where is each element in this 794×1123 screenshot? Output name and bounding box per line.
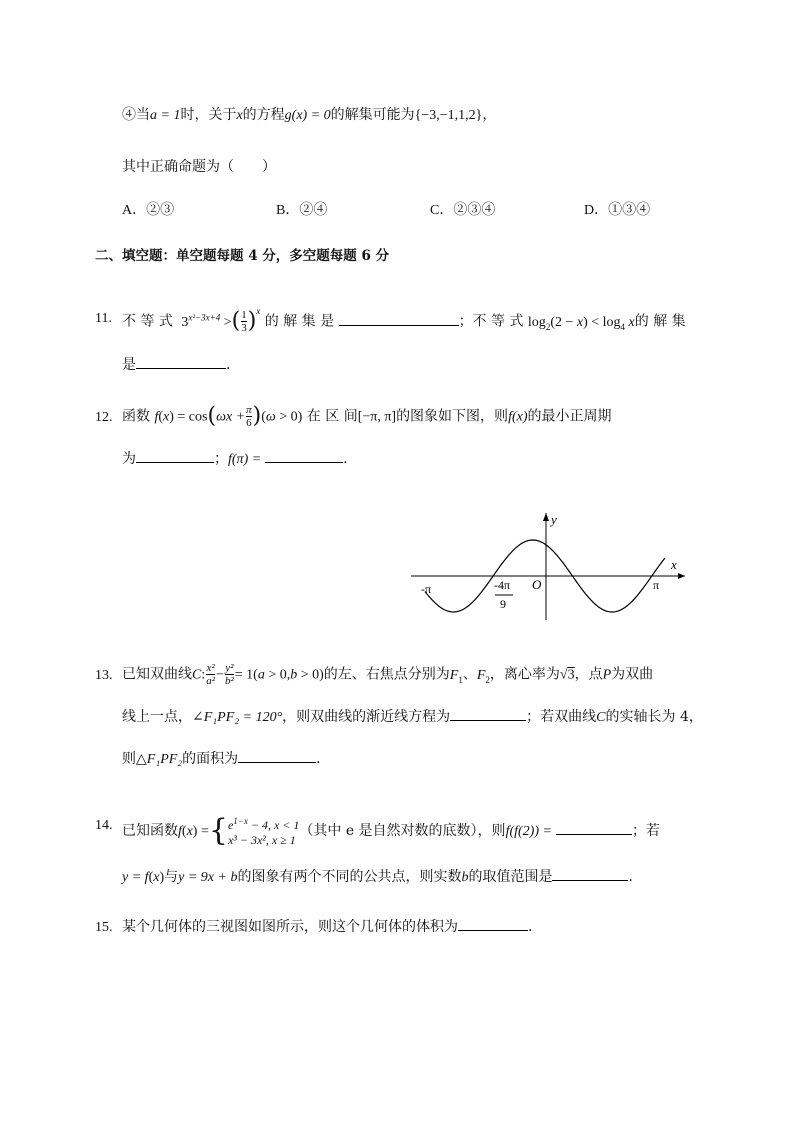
q13-line3	[122, 750, 330, 769]
math-pi-over-6: $\frac{\pi}{6}$	[246, 404, 252, 429]
math: x	[163, 409, 170, 425]
text: 的面积为	[182, 751, 239, 767]
paren: (	[231, 308, 241, 334]
answer-blank-12-1[interactable]	[136, 450, 214, 463]
section-heading: 二、填空题：单空题每题 4 分，多空题每题 6 分	[95, 248, 390, 264]
math-function: f	[154, 409, 159, 425]
math-line: y = 9x + b	[178, 870, 238, 885]
math-c: C	[192, 667, 202, 683]
question-number: 14.	[95, 818, 113, 833]
answer-blank-13-1[interactable]	[450, 708, 526, 721]
brace: {	[208, 813, 228, 848]
answer-blank-14-2[interactable]	[552, 868, 628, 881]
math-one-third: $\frac{1}{3}$	[241, 309, 247, 335]
math: ) =	[192, 824, 209, 839]
option-d[interactable]: D．①③④	[584, 203, 651, 218]
text: 不 等 式	[122, 313, 173, 330]
text: 函数	[122, 408, 150, 425]
option-b[interactable]: B．②④	[276, 203, 328, 218]
text: ，则双曲线的渐近线方程为	[282, 709, 451, 725]
answer-blank-15[interactable]	[458, 918, 528, 931]
y-axis-arrow-icon	[543, 513, 549, 521]
math-y2-over-b2: $\frac{\text{y²}}{\text{b²}}$	[224, 662, 234, 687]
text: 时，关于	[180, 107, 237, 123]
paren: (	[207, 403, 217, 429]
x-axis-arrow-icon	[678, 573, 685, 579]
item-4-line	[122, 106, 496, 125]
option-c[interactable]: C．②③④	[430, 203, 496, 218]
math: )	[159, 870, 165, 885]
text: 与	[164, 869, 179, 885]
math-f-of-f-2: f(f(2)) =	[505, 824, 552, 839]
answer-blank-12-2[interactable]	[265, 450, 343, 463]
tick-neg-pi: -π	[421, 582, 432, 596]
math-solution-set: {−3,−1,1,2}	[414, 108, 483, 123]
text: 线上一点，	[122, 709, 192, 725]
question-prompt: 其中正确命题为（ ）	[122, 159, 276, 175]
text: ；若双曲线	[526, 709, 597, 725]
math: > 0)	[297, 667, 324, 683]
text: ．	[226, 357, 240, 373]
text: 是	[122, 357, 136, 373]
text: 的最小正周期	[527, 408, 612, 425]
text: 为	[122, 451, 136, 467]
answer-blank-11-2[interactable]	[136, 356, 226, 369]
math: f	[178, 824, 182, 839]
math: = 1(	[234, 667, 258, 683]
x-axis-label: x	[671, 557, 677, 572]
math-a-equals-1: a = 1	[150, 108, 181, 123]
math-angle: ∠F₁PF₂ = 120°	[192, 710, 283, 725]
math: (	[181, 824, 187, 839]
text: 的图象如下图，则	[396, 408, 509, 425]
text: 的方程	[242, 107, 285, 123]
option-a[interactable]: A．②③	[122, 203, 175, 218]
math-interval: [−π, π]	[357, 409, 397, 425]
q14-line2	[122, 868, 642, 887]
answer-blank-14-1[interactable]	[556, 822, 632, 835]
q12-line1	[122, 404, 612, 429]
math: > 0,	[264, 667, 291, 683]
math-sqrt3: √3	[559, 667, 575, 683]
text: 、	[462, 667, 477, 683]
math-p: P	[602, 667, 612, 683]
math: (	[158, 409, 164, 425]
text: 的 解 集	[634, 313, 686, 330]
text: ．	[343, 451, 358, 467]
math: y = f	[122, 870, 149, 885]
math: (	[148, 870, 154, 885]
math-log-ineq: $\log_2(2 - x) < \log_4 x$	[527, 314, 635, 332]
paren: )	[252, 403, 262, 429]
text: ，离心率为	[489, 666, 560, 683]
tick-neg-4pi-denominator: 9	[500, 597, 506, 611]
cosine-graph	[405, 505, 695, 625]
q11-line1	[122, 308, 686, 335]
text: 的解集可能为	[330, 107, 415, 123]
text: 已知函数	[122, 823, 178, 839]
math-x: x	[236, 108, 243, 123]
math: a	[257, 667, 265, 683]
text: ，点	[574, 666, 603, 683]
text: ；	[214, 451, 228, 467]
text: （其中 e 是自然对数的底数），则	[299, 823, 506, 839]
text: 的 解 集 是	[264, 313, 335, 330]
paren: )	[247, 308, 257, 334]
math: (	[261, 409, 266, 425]
q13-line1	[122, 662, 653, 688]
math-exp-x: x	[256, 306, 261, 316]
text: 当	[136, 107, 150, 123]
math-f2: $F_2$	[476, 667, 490, 685]
q14-line1	[122, 814, 660, 848]
question-number: 13.	[95, 668, 113, 683]
text: 为双曲	[611, 666, 654, 683]
math: > 0)	[275, 409, 303, 425]
text: ，	[482, 107, 497, 123]
text: ．	[316, 751, 331, 767]
origin-label: O	[532, 577, 542, 592]
question-number: 12.	[95, 410, 113, 425]
text: 某个几何体的三视图如图所示，则这个几何体的体积为	[122, 919, 458, 935]
math: ωx +	[216, 409, 246, 425]
text: 已知双曲线	[122, 666, 192, 683]
answer-blank-11-1[interactable]	[339, 313, 459, 326]
answer-blank-13-2[interactable]	[238, 750, 316, 763]
math: b	[290, 667, 298, 683]
math: ω	[265, 409, 276, 425]
math-c: C	[596, 710, 606, 725]
math-b: b	[461, 870, 469, 885]
math-triangle: F₁PF₂	[146, 752, 183, 767]
math-equation: g(x) = 0	[284, 108, 331, 123]
math: x	[153, 870, 160, 885]
math: ) = cos	[169, 409, 208, 425]
math: −	[216, 667, 224, 683]
q13-line2	[122, 708, 703, 727]
q15-line	[122, 918, 542, 936]
tick-pi: π	[653, 578, 660, 592]
text: ；不 等 式	[458, 313, 524, 330]
piecewise-cases: $e^{1-x} - 4$, x < 1 x³ − 3x², x ≥ 1	[227, 816, 300, 847]
y-axis-label: y	[551, 512, 557, 527]
text: 在 区 间	[306, 408, 358, 425]
math-f-pi: f(π) =	[228, 452, 262, 467]
math: :	[201, 667, 206, 683]
text: 则△	[122, 751, 147, 767]
math-x2-over-a2: $\frac{\text{x²}}{\text{a²}}$	[206, 662, 216, 687]
q11-line2	[122, 356, 240, 374]
math: x	[186, 824, 193, 839]
question-number: 15.	[95, 920, 113, 935]
text: ．	[628, 869, 643, 885]
math-f1: $F_1$	[449, 667, 463, 685]
text: 的实轴长为 4，	[605, 709, 703, 725]
text: ；若	[631, 823, 660, 839]
math-ineq-lhs: $3^{x^2-3x+4}$ >	[181, 312, 232, 330]
q12-line2	[122, 450, 357, 469]
math-fx: f(x)	[508, 409, 528, 425]
item-4-marker: ④	[122, 107, 136, 123]
text: 的左、右焦点分别为	[323, 666, 450, 683]
text: ．	[528, 919, 542, 935]
question-number: 11.	[95, 311, 112, 326]
text: 的取值范围是	[468, 869, 553, 885]
text: 的图象有两个不同的公共点，则实数	[237, 869, 462, 885]
tick-neg-4pi-numerator: -4π	[494, 578, 511, 592]
